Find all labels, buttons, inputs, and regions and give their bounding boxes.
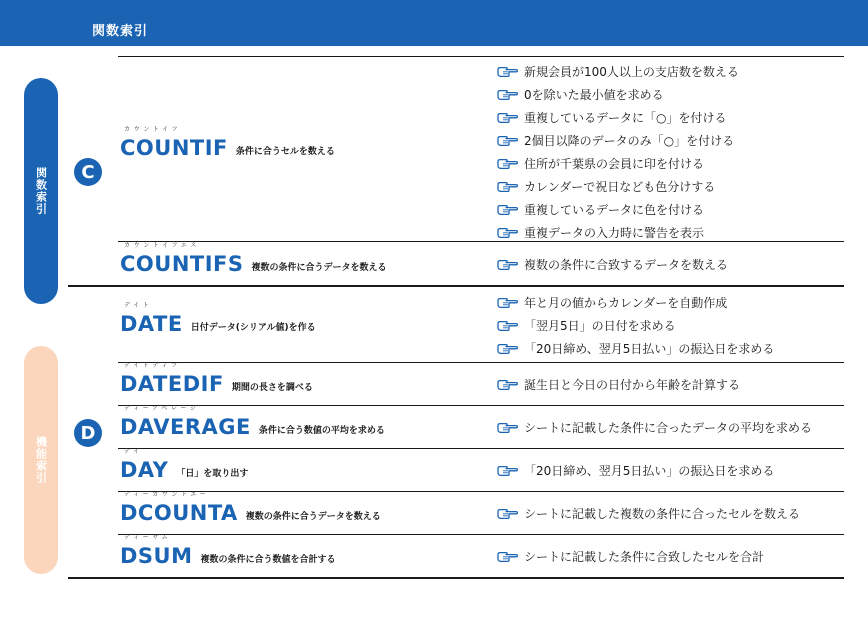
usage-item[interactable] (496, 373, 740, 395)
usage-item-label: 「翌月5日」の日付を求める (524, 318, 676, 333)
usage-item[interactable] (496, 175, 715, 197)
function-ruby: デイトディフ (124, 362, 181, 369)
usage-item-label: 新規会員が100人以上の支店数を数える (524, 64, 739, 79)
usage-item[interactable] (496, 314, 676, 336)
usage-item[interactable] (496, 106, 726, 128)
usage-item-label: 「20日締め、翌月5日払い」の振込日を求める (524, 463, 775, 478)
usage-item-label: シートに記載した条件に合致したセルを合計 (524, 549, 765, 564)
entry-date (120, 302, 316, 336)
usage-item-label: カレンダーで祝日なども色分けする (524, 179, 716, 194)
entry-divider (118, 534, 844, 535)
entry-day (120, 448, 249, 482)
function-description: 日付データ(シリアル値)を作る (190, 323, 316, 333)
usage-item[interactable] (496, 198, 704, 220)
tab-feature-index[interactable] (24, 346, 58, 574)
pointing-hand-icon (496, 65, 518, 77)
usage-item-label: 重複データの入力時に警告を表示 (524, 225, 705, 240)
usage-item-label: 0を除いた最小値を求める (524, 87, 664, 102)
usage-item[interactable] (496, 459, 774, 481)
pointing-hand-icon (496, 378, 518, 390)
function-ruby: ディーアベレージ (124, 405, 200, 412)
usage-item[interactable] (496, 60, 739, 82)
function-ruby: デイ (124, 448, 143, 455)
function-name: デイ DAY (120, 448, 169, 482)
pointing-hand-icon (496, 342, 518, 354)
tab-feature-index-label: 機能索引 (34, 436, 48, 484)
section-bottom-rule (68, 577, 844, 579)
usage-item[interactable] (496, 83, 664, 105)
tab-function-index-label: 関数索引 (34, 167, 48, 215)
usage-item[interactable] (496, 152, 704, 174)
usage-item-label: 「20日締め、翌月5日払い」の振込日を求める (524, 341, 775, 356)
pointing-hand-icon (496, 203, 518, 215)
usage-item-label: 重複しているデータに「○」を付ける (524, 110, 727, 125)
header-bar (0, 0, 868, 46)
function-name: デイト DATE (120, 302, 183, 336)
section-divider (68, 285, 844, 287)
entry-countif (120, 126, 335, 160)
entry-dsum (120, 534, 336, 568)
usage-item[interactable] (496, 129, 734, 151)
usage-item[interactable] (496, 337, 774, 359)
function-ruby: ディーカウントエー (124, 491, 210, 498)
entry-dcounta (120, 491, 381, 525)
function-name: カウントイフ COUNTIF (120, 126, 228, 160)
usage-item-label: 年と月の値からカレンダーを自動作成 (524, 295, 728, 310)
pointing-hand-icon (496, 88, 518, 100)
entry-divider (118, 448, 844, 449)
function-name: カウントイフエス COUNTIFS (120, 242, 244, 276)
pointing-hand-icon (496, 258, 518, 270)
pointing-hand-icon (496, 296, 518, 308)
pointing-hand-icon (496, 464, 518, 476)
usage-item-label: 誕生日と今日の日付から年齢を計算する (524, 377, 741, 392)
function-description: 条件に合うセルを数える (235, 147, 335, 157)
pointing-hand-icon (496, 226, 518, 238)
usage-item-label: 複数の条件に合致するデータを数える (524, 257, 729, 272)
usage-item-label: 2個目以降のデータのみ「○」を付ける (524, 133, 735, 148)
usage-item[interactable] (496, 291, 727, 313)
entry-countifs (120, 242, 387, 276)
usage-item[interactable] (496, 253, 728, 275)
function-name: ディーサム DSUM (120, 534, 193, 568)
pointing-hand-icon (496, 507, 518, 519)
function-description: 「日」を取り出す (176, 469, 249, 479)
function-ruby: カウントイフエス (124, 242, 201, 249)
function-description: 複数の条件に合うデータを数える (245, 512, 381, 522)
entry-divider (118, 491, 844, 492)
entry-datedif (120, 362, 313, 396)
function-ruby: カウントイフ (124, 126, 182, 133)
usage-item[interactable] (496, 545, 764, 567)
entry-daverage (120, 405, 385, 439)
pointing-hand-icon (496, 134, 518, 146)
usage-item-label: 住所が千葉県の会員に印を付ける (524, 156, 705, 171)
function-description: 期間の長さを調べる (231, 383, 313, 393)
function-ruby: ディーサム (124, 534, 172, 541)
page-title: 関数索引 (92, 24, 149, 39)
usage-item-label: シートに記載した複数の条件に合ったセルを数える (524, 506, 801, 521)
pointing-hand-icon (496, 550, 518, 562)
function-description: 条件に合う数値の平均を求める (258, 426, 385, 436)
tab-function-index[interactable] (24, 78, 58, 304)
pointing-hand-icon (496, 111, 518, 123)
usage-item-label: 重複しているデータに色を付ける (524, 202, 705, 217)
function-description: 複数の条件に合う数値を合計する (200, 555, 336, 565)
entry-divider (118, 362, 844, 363)
function-ruby: デイト (124, 302, 153, 309)
usage-item[interactable] (496, 221, 704, 243)
function-name: デイトディフ DATEDIF (120, 362, 224, 396)
usage-item[interactable] (496, 416, 812, 438)
entry-divider (118, 241, 844, 242)
pointing-hand-icon (496, 157, 518, 169)
pointing-hand-icon (496, 319, 518, 331)
section-letter-d: D (74, 419, 102, 447)
usage-item[interactable] (496, 502, 800, 524)
section-top-rule (118, 56, 844, 57)
function-description: 複数の条件に合うデータを数える (251, 263, 387, 273)
pointing-hand-icon (496, 180, 518, 192)
entry-divider (118, 405, 844, 406)
usage-item-label: シートに記載した条件に合ったデータの平均を求める (524, 420, 813, 435)
section-letter-c: C (74, 158, 102, 186)
function-name: ディーアベレージ DAVERAGE (120, 405, 251, 439)
function-name: ディーカウントエー DCOUNTA (120, 491, 238, 525)
pointing-hand-icon (496, 421, 518, 433)
